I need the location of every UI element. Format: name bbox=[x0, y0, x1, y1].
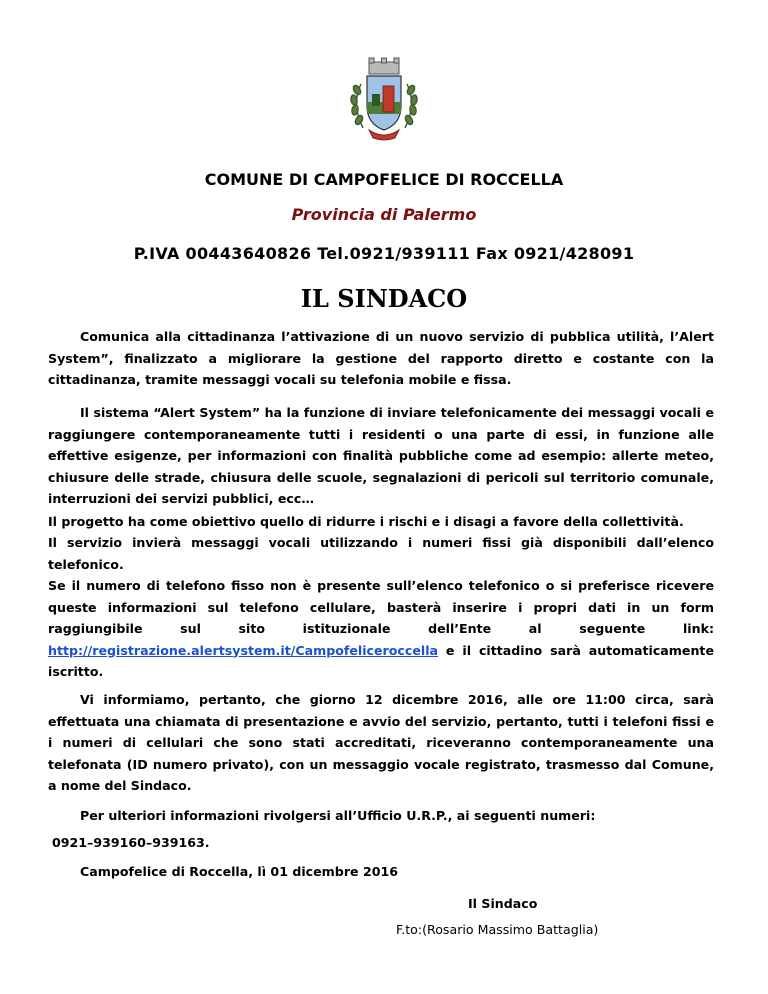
place-date: Campofelice di Roccella, lì 01 dicembre 2016 bbox=[80, 864, 399, 879]
phone-numbers: 0921–939160–939163. bbox=[52, 835, 210, 850]
contact-info: P.IVA 00443640826 Tel.0921/939111 Fax 0921/428091 bbox=[133, 244, 635, 263]
signature-name: F.to:(Rosario Massimo Battaglia) bbox=[396, 922, 599, 937]
paragraph-announcement: Vi informiamo, pertanto, che giorno 12 dicembre 2016, alle ore 11:00 circa, sarà effettuata una chiamata di presentazione e avvio del servizio, pertanto, tutti i telefoni fissi e i numeri di cellulari che sono stati accreditati, riceveranno contemporaneamente una telefonata (ID numero privato), con un messaggio vocale registrato, trasmesso dal Comune, a nome del Sindaco. bbox=[48, 692, 714, 793]
registration-text-end: e il cittadino sarà automaticamente iscritto. bbox=[48, 642, 714, 679]
document-title: IL SINDACO bbox=[300, 284, 468, 313]
municipality-name: COMUNE DI CAMPOFELICE DI ROCCELLA bbox=[204, 170, 564, 189]
coat-of-arms-icon bbox=[339, 54, 429, 144]
paragraph-project-goal: Il progetto ha come obiettivo quello di ridurre i rischi e i disagi a favore della collettività. bbox=[48, 514, 684, 529]
paragraph-system-description: Il sistema “Alert System” ha la funzione di inviare telefonicamente dei messaggi vocali e raggiungere contemporaneamente tutti i residenti o una parte di essi, in funzione alle effettive esigenze, per informazioni con finalità pubbliche come ad esempio: allerte meteo, chiusure delle strade, chiusura delle scuole, segnalazioni di pericoli sul territorio comunale, interruzioni dei servizi pubblici, ecc… bbox=[48, 405, 714, 506]
registration-text: Se il numero di telefono fisso non è presente sull’elenco telefonico o si preferisce ricevere queste informazioni sul telefono cellulare, basterà inserire i propri dati in un form raggiungibile sul sito istituzionale dell’Ente al seguente link: bbox=[48, 578, 714, 636]
paragraph-registration bbox=[48, 575, 714, 683]
province-name: Provincia di Palermo bbox=[291, 205, 477, 224]
paragraph-intro: Comunica alla cittadinanza l’attivazione di un nuovo servizio di pubblica utilità, l’Alert System”, finalizzato a migliorare la gestione del rapporto diretto e costante con la cittadinanza, tramite messaggi vocali su telefonia mobile e fissa. bbox=[48, 329, 714, 387]
registration-link[interactable]: http://registrazione.alertsystem.it/Campofeliceroccella bbox=[48, 642, 439, 658]
paragraph-service-details: Il servizio invierà messaggi vocali utilizzando i numeri fissi già disponibili dall’elenco telefonico. bbox=[48, 535, 714, 572]
paragraph-contact-office: Per ulteriori informazioni rivolgersi all’Ufficio U.R.P., ai seguenti numeri: bbox=[80, 808, 596, 823]
signature-role: Il Sindaco bbox=[468, 896, 538, 911]
